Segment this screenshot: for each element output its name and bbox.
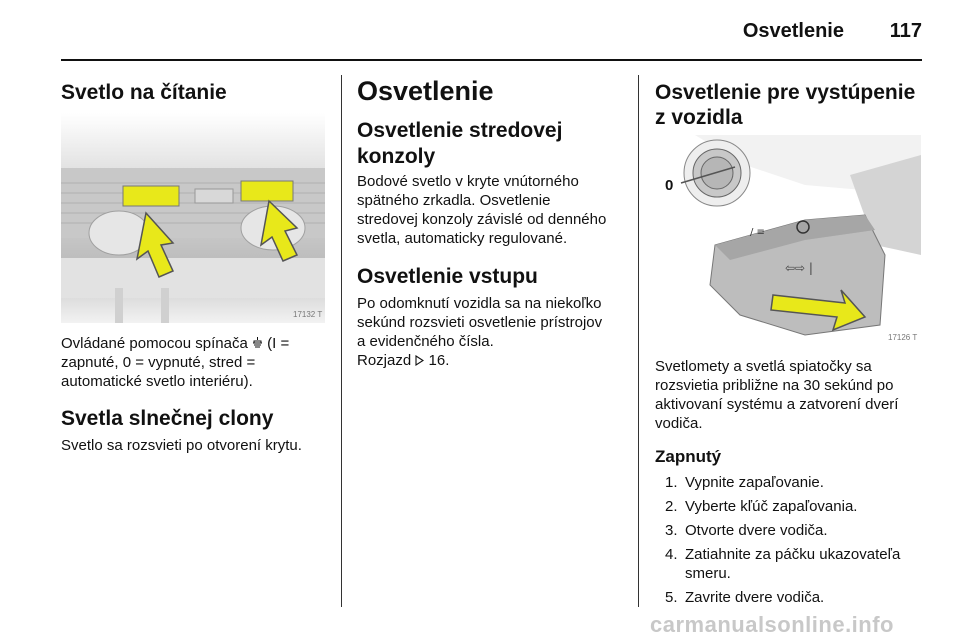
reading-light-illustration [61,113,325,323]
para-entry-line: a evidenčného čísla. [357,333,494,350]
heading-console-line2: konzoly [357,145,436,168]
para-exit-line: vodiča. [655,415,703,432]
para-cross-reference [357,351,449,370]
step-item: 4. Zatiahnite za páčku ukazovateľa smeru. [665,546,901,582]
step-item: 5. Zavrite dvere vodiča. [665,589,825,606]
para-switch-line1-tail: (I = [262,335,290,352]
lever-indicator-marks: / ≡ [750,227,765,238]
figure-code-2: 17126 T [888,333,918,342]
para-exit [655,357,935,433]
heading-console-line1: Osvetlenie stredovej [357,119,563,142]
watermark: carmanualsonline.info [650,612,894,637]
heading-exit-lighting [655,80,935,130]
para-switch-line2: zapnuté, 0 = vypnuté, stred = [61,354,256,371]
para-exit-line: Svetlomety a svetlá spiatočky sa [655,358,872,375]
running-header-title: Osvetlenie [742,20,844,42]
page-number: 117 [889,20,922,42]
heading-entry-light: Osvetlenie vstupu [357,265,538,288]
figure-turn-signal-lever [655,135,921,345]
para-console-line: spätného zrkadla. Osvetlenie [357,192,551,209]
steps-list [659,473,921,612]
page-reference-triangle-icon [415,352,424,363]
para-switch-line1: Ovládané pomocou spínača [61,335,252,352]
para-console-line: svetla, automaticky regulované. [357,230,568,247]
heading-on: Zapnutý [655,447,722,466]
heading-exit-line2: z vozidla [655,106,743,129]
para-exit-line: aktivovaní systému a zatvorení dverí [655,396,899,413]
heading-osvetlenie: Osvetlenie [357,76,494,106]
heading-reading-light: Svetlo na čítanie [61,81,227,104]
para-console [357,172,632,248]
para-switch-line3: automatické svetlo interiéru). [61,373,253,390]
heading-console-light [357,118,562,170]
para-console-line: stredovej konzoly závislé od denného [357,211,607,228]
para-exit-line: rozsvietia približne na 30 sekúnd po [655,377,894,394]
column-divider-2 [638,75,639,607]
lever-arrow-symbols: ⇦⇨ | [785,261,813,275]
ref-page: 16. [428,352,450,369]
para-sunvisor: Svetlo sa rozsvieti po otvorení krytu. [61,437,302,454]
para-console-line: Bodové svetlo v kryte vnútorného [357,173,579,190]
para-entry-line: sekúnd rozsvieti osvetlenie prístrojov [357,314,603,331]
figure-position-zero-label: 0 [665,177,674,194]
step-item: 1. Vypnite zapaľovanie. [665,474,824,491]
para-switch [61,334,331,391]
figure-reading-light [61,113,325,323]
step-item: 2. Vyberte kľúč zapaľovania. [665,498,858,515]
column-divider-1 [341,75,342,607]
para-entry-line: Po odomknutí vozidla sa na niekoľko [357,295,602,312]
heading-sunvisor-lights: Svetla slnečnej clony [61,407,274,430]
lamp-symbol-icon [252,335,263,348]
step-item: 3. Otvorte dvere vodiča. [665,522,828,539]
para-entry [357,294,632,351]
turn-signal-lever-illustration [655,135,921,345]
ref-prefix: Rozjazd [357,352,416,369]
figure-code-1: 17132 T [293,310,323,319]
heading-exit-line1: Osvetlenie pre vystúpenie [655,81,916,104]
header-rule [61,59,922,61]
